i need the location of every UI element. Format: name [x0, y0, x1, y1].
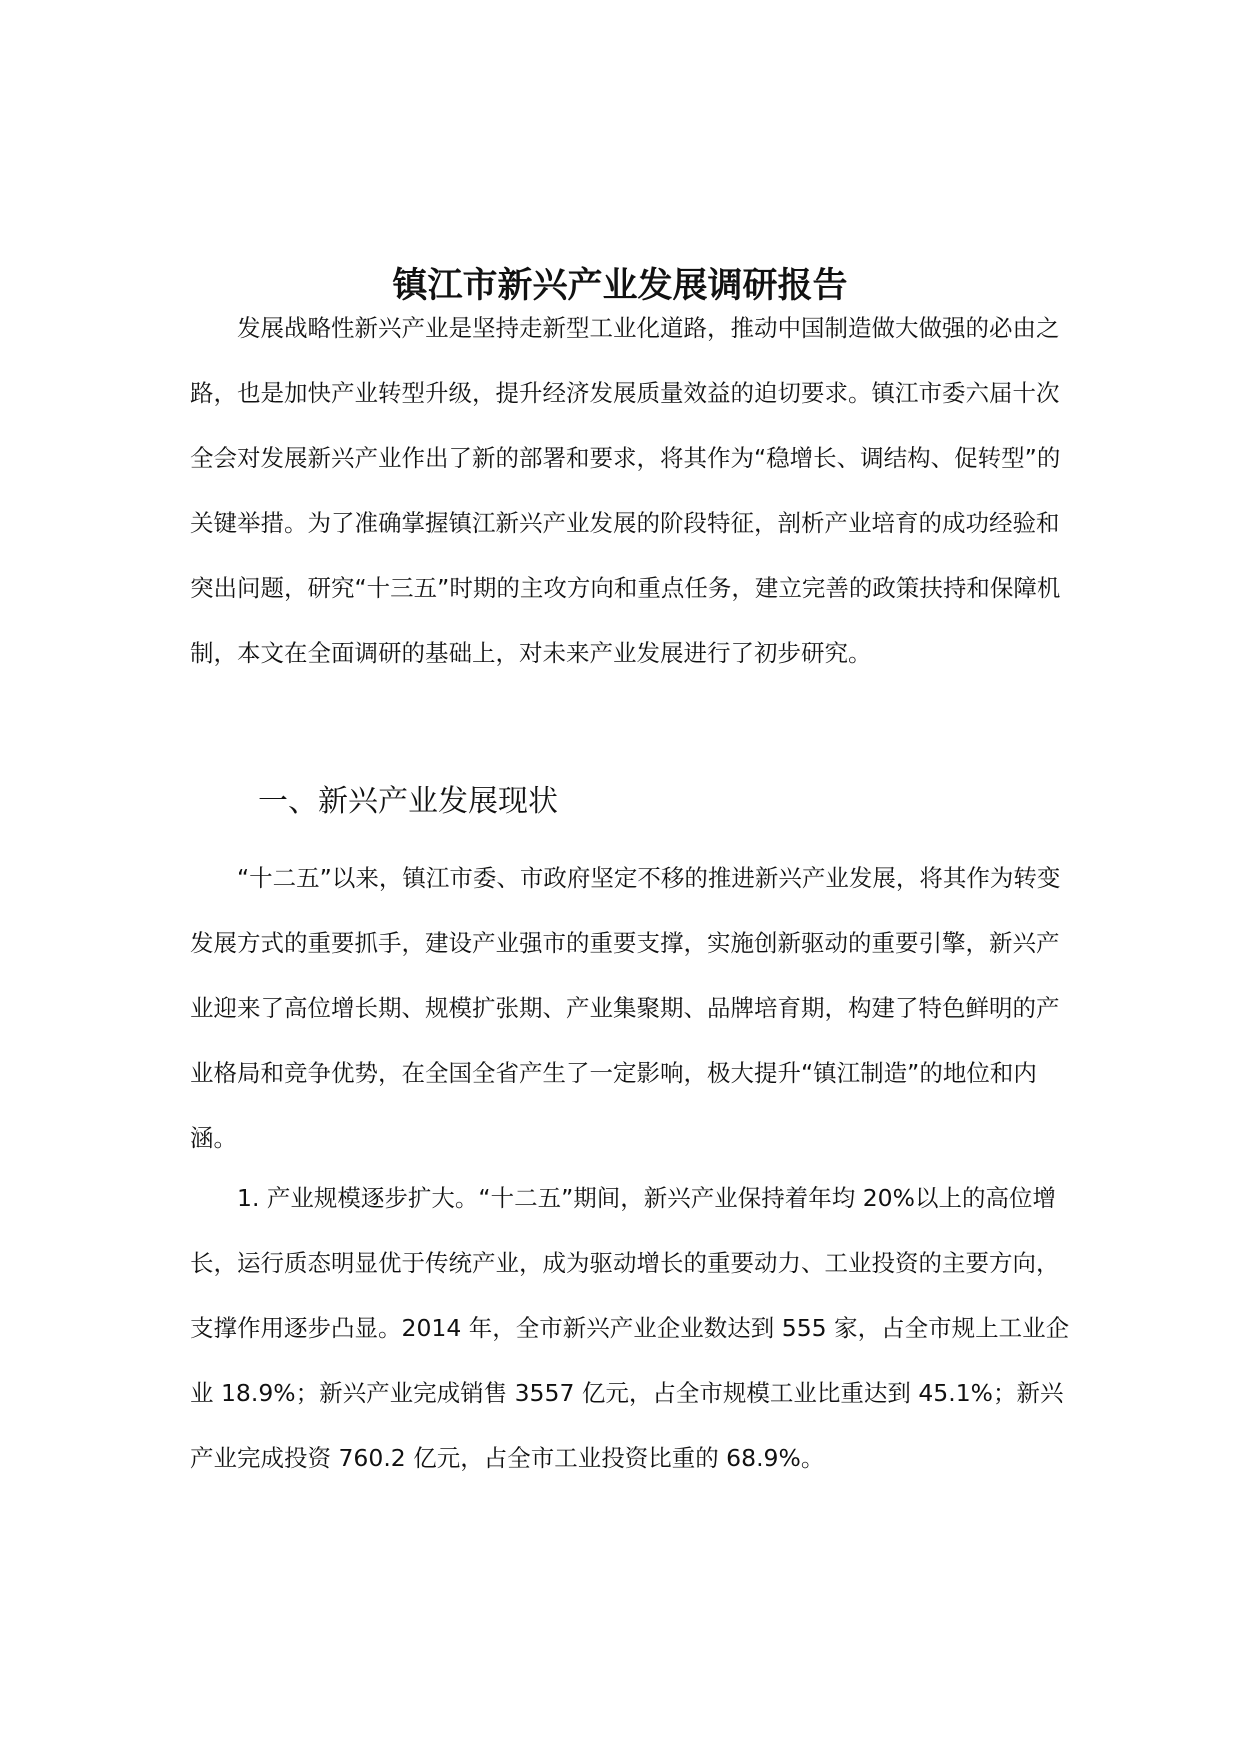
intro-paragraph: 发展战略性新兴产业是坚持走新型工业化道路，推动中国制造做大做强的必由之路，也是加快产业转型升级，提升经济发展质量效益的迫切要求。镇江市委六届十次全会对发展新兴产业作出了新的部署和要求，将其作为“稳增长、调结构、促转型”的关键举措。为了准确掌握镇江新兴产业发展的阶段特征，剖析产业培育的成功经验和突出问题，研究“十三五”时期的主攻方向和重点任务，建立完善的政策扶持和保障机制，本文在全面调研的基础上，对未来产业发展进行了初步研究。 — [190, 314, 1061, 667]
section-heading: 一、新兴产业发展现状 — [258, 784, 558, 819]
section-paragraph: “十二五”以来，镇江市委、市政府坚定不移的推进新兴产业发展，将其作为转变发展方式的重要抓手，建设产业强市的重要支撑，实施创新驱动的重要引擎，新兴产业迎来了高位增长期、规模扩张期、产业集聚期、品牌培育期，构建了特色鲜明的产业格局和竞争优势，在全国全省产生了一定影响，极大提升“镇江制造”的地位和内涵。 — [190, 864, 1061, 1152]
item-paragraph: 1. 产业规模逐步扩大。“十二五”期间，新兴产业保持着年均 20%以上的高位增长，运行质态明显优于传统产业，成为驱动增长的重要动力、工业投资的主要方向，支撑作用逐步凸显。2014 年，全市新兴产业企业数达到 555 家，占全市规上工业企业 18.9%；新兴产业完成销售 3557 亿元，占全市规模工业比重达到 45.1%；新兴产业完成投资 760.2 亿元，占全市工业投资比重的 68.9%。 — [190, 1184, 1070, 1472]
document-title: 镇江市新兴产业发展调研报告 — [392, 266, 848, 307]
